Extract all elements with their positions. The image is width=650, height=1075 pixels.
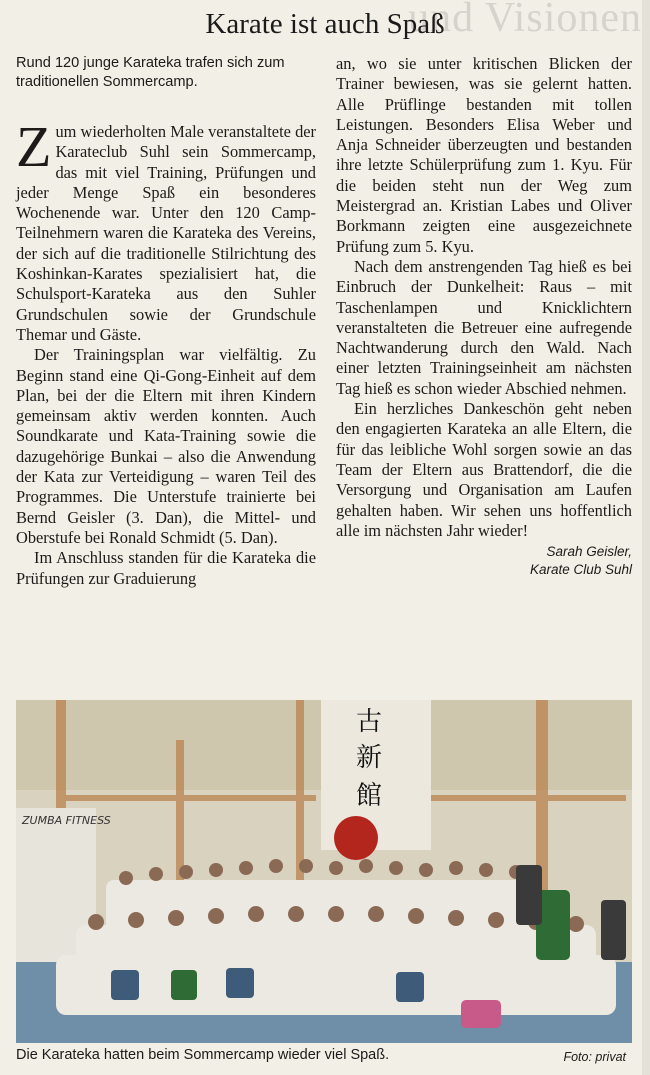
group-of-people (56, 859, 626, 1028)
article-column-2 (336, 54, 632, 579)
wall-sign: ZUMBA FITNESS (22, 814, 111, 827)
paragraph-3: Im Anschluss standen für die Karateka die Prüfungen zur Graduierung (16, 548, 316, 588)
paragraph-2: Der Trainingsplan war vielfältig. Zu Beginn stand eine Qi-Gong-Einheit auf dem Plan, bei der die Eltern mit ihren Kindern gemeinsam aktiv werden konnten. Auch Soundkarate und Kata-Training sowie die dazugehörige Bunkai – also die Anwendung der Kata zur Verteidigung – waren Teil des Programmes. Die Unterstufe trainierte bei Bernd Geisler (3. Dan), die Mittel- und Oberstufe bei Ronald Schmidt (5. Dan). (16, 345, 316, 547)
paragraph-1 (16, 114, 316, 345)
red-dojo-emblem (334, 816, 378, 860)
photo-caption: Die Karateka hatten beim Sommercamp wieder viel Spaß. (16, 1047, 390, 1063)
article-column-1 (16, 54, 316, 589)
author-byline (336, 543, 632, 579)
drop-cap: Z (16, 114, 52, 179)
group-photo-illustration (16, 700, 632, 1043)
adjacent-headline-fragment: und Visionen (408, 0, 642, 41)
article-lead: Rund 120 junge Karateka trafen sich zum traditionellen Sommercamp. (16, 55, 285, 90)
article-headline: Karate ist auch Spaß (205, 8, 445, 40)
paragraph-1-text: um wiederholten Male veranstaltete der Karateclub Suhl sein Sommercamp, das mit viel Training, Prüfungen und jeder Menge Spaß ein besonderes Wochenende war. Unter den 120 Camp-Teilnehmern waren die Karateka des Vereins, der sich auf die traditionelle Stilrichtung des Koshinkan-Karates spezialisiert hat, die Schulsport-Karateka aus den Suhler Grundschulen sowie der Grundschule Themar und Gäste. (16, 122, 316, 344)
paragraph-6: Ein herzliches Dankeschön geht neben den engagierten Karateka an alle Eltern, die für das leibliche Wohl sorgen sowie an das Team der Eltern aus Brattendorf, die die Versorgung und Organisation am Laufen gehalten haben. Wir sehen uns hoffentlich alle im nächsten Jahr wieder! (336, 399, 632, 540)
group-photo (16, 700, 632, 1043)
banner-glyph-1: 古 (356, 707, 383, 737)
page-edge (642, 0, 650, 1075)
banner-glyph-3: 館 (356, 781, 383, 811)
photo-credit: Foto: privat (563, 1050, 626, 1064)
paragraph-4: an, wo sie unter kritischen Blicken der Trainer bewiesen, was sie gelernt hatten. Alle Prüflinge bestanden mit tollen Leistungen. Besonders Elisa Weber und Anja Schneider überzeugten und bestanden ihre letzte Schülerprüfung zum 1. Kyu. Für die beiden steht nun der Weg zum Meistergrad an. Kristian Labes und Oliver Borkmann zeigten eine ausgezeichnete Prüfung zum 5. Kyu. (336, 54, 632, 256)
author-organization: Karate Club Suhl (529, 562, 632, 578)
paragraph-5: Nach dem anstrengenden Tag hieß es bei Einbruch der Dunkelheit: Raus – mit Taschenlampen und Knicklichtern veranstalteten die Betreuer eine aufregende Nachtwanderung durch den Wald. Nach einer letzten Trainingseinheit am nächsten Tag hieß es schon wieder Abschied nehmen. (336, 256, 632, 398)
author-name: Sarah Geisler, (546, 544, 632, 560)
banner-glyph-2: 新 (356, 743, 383, 773)
